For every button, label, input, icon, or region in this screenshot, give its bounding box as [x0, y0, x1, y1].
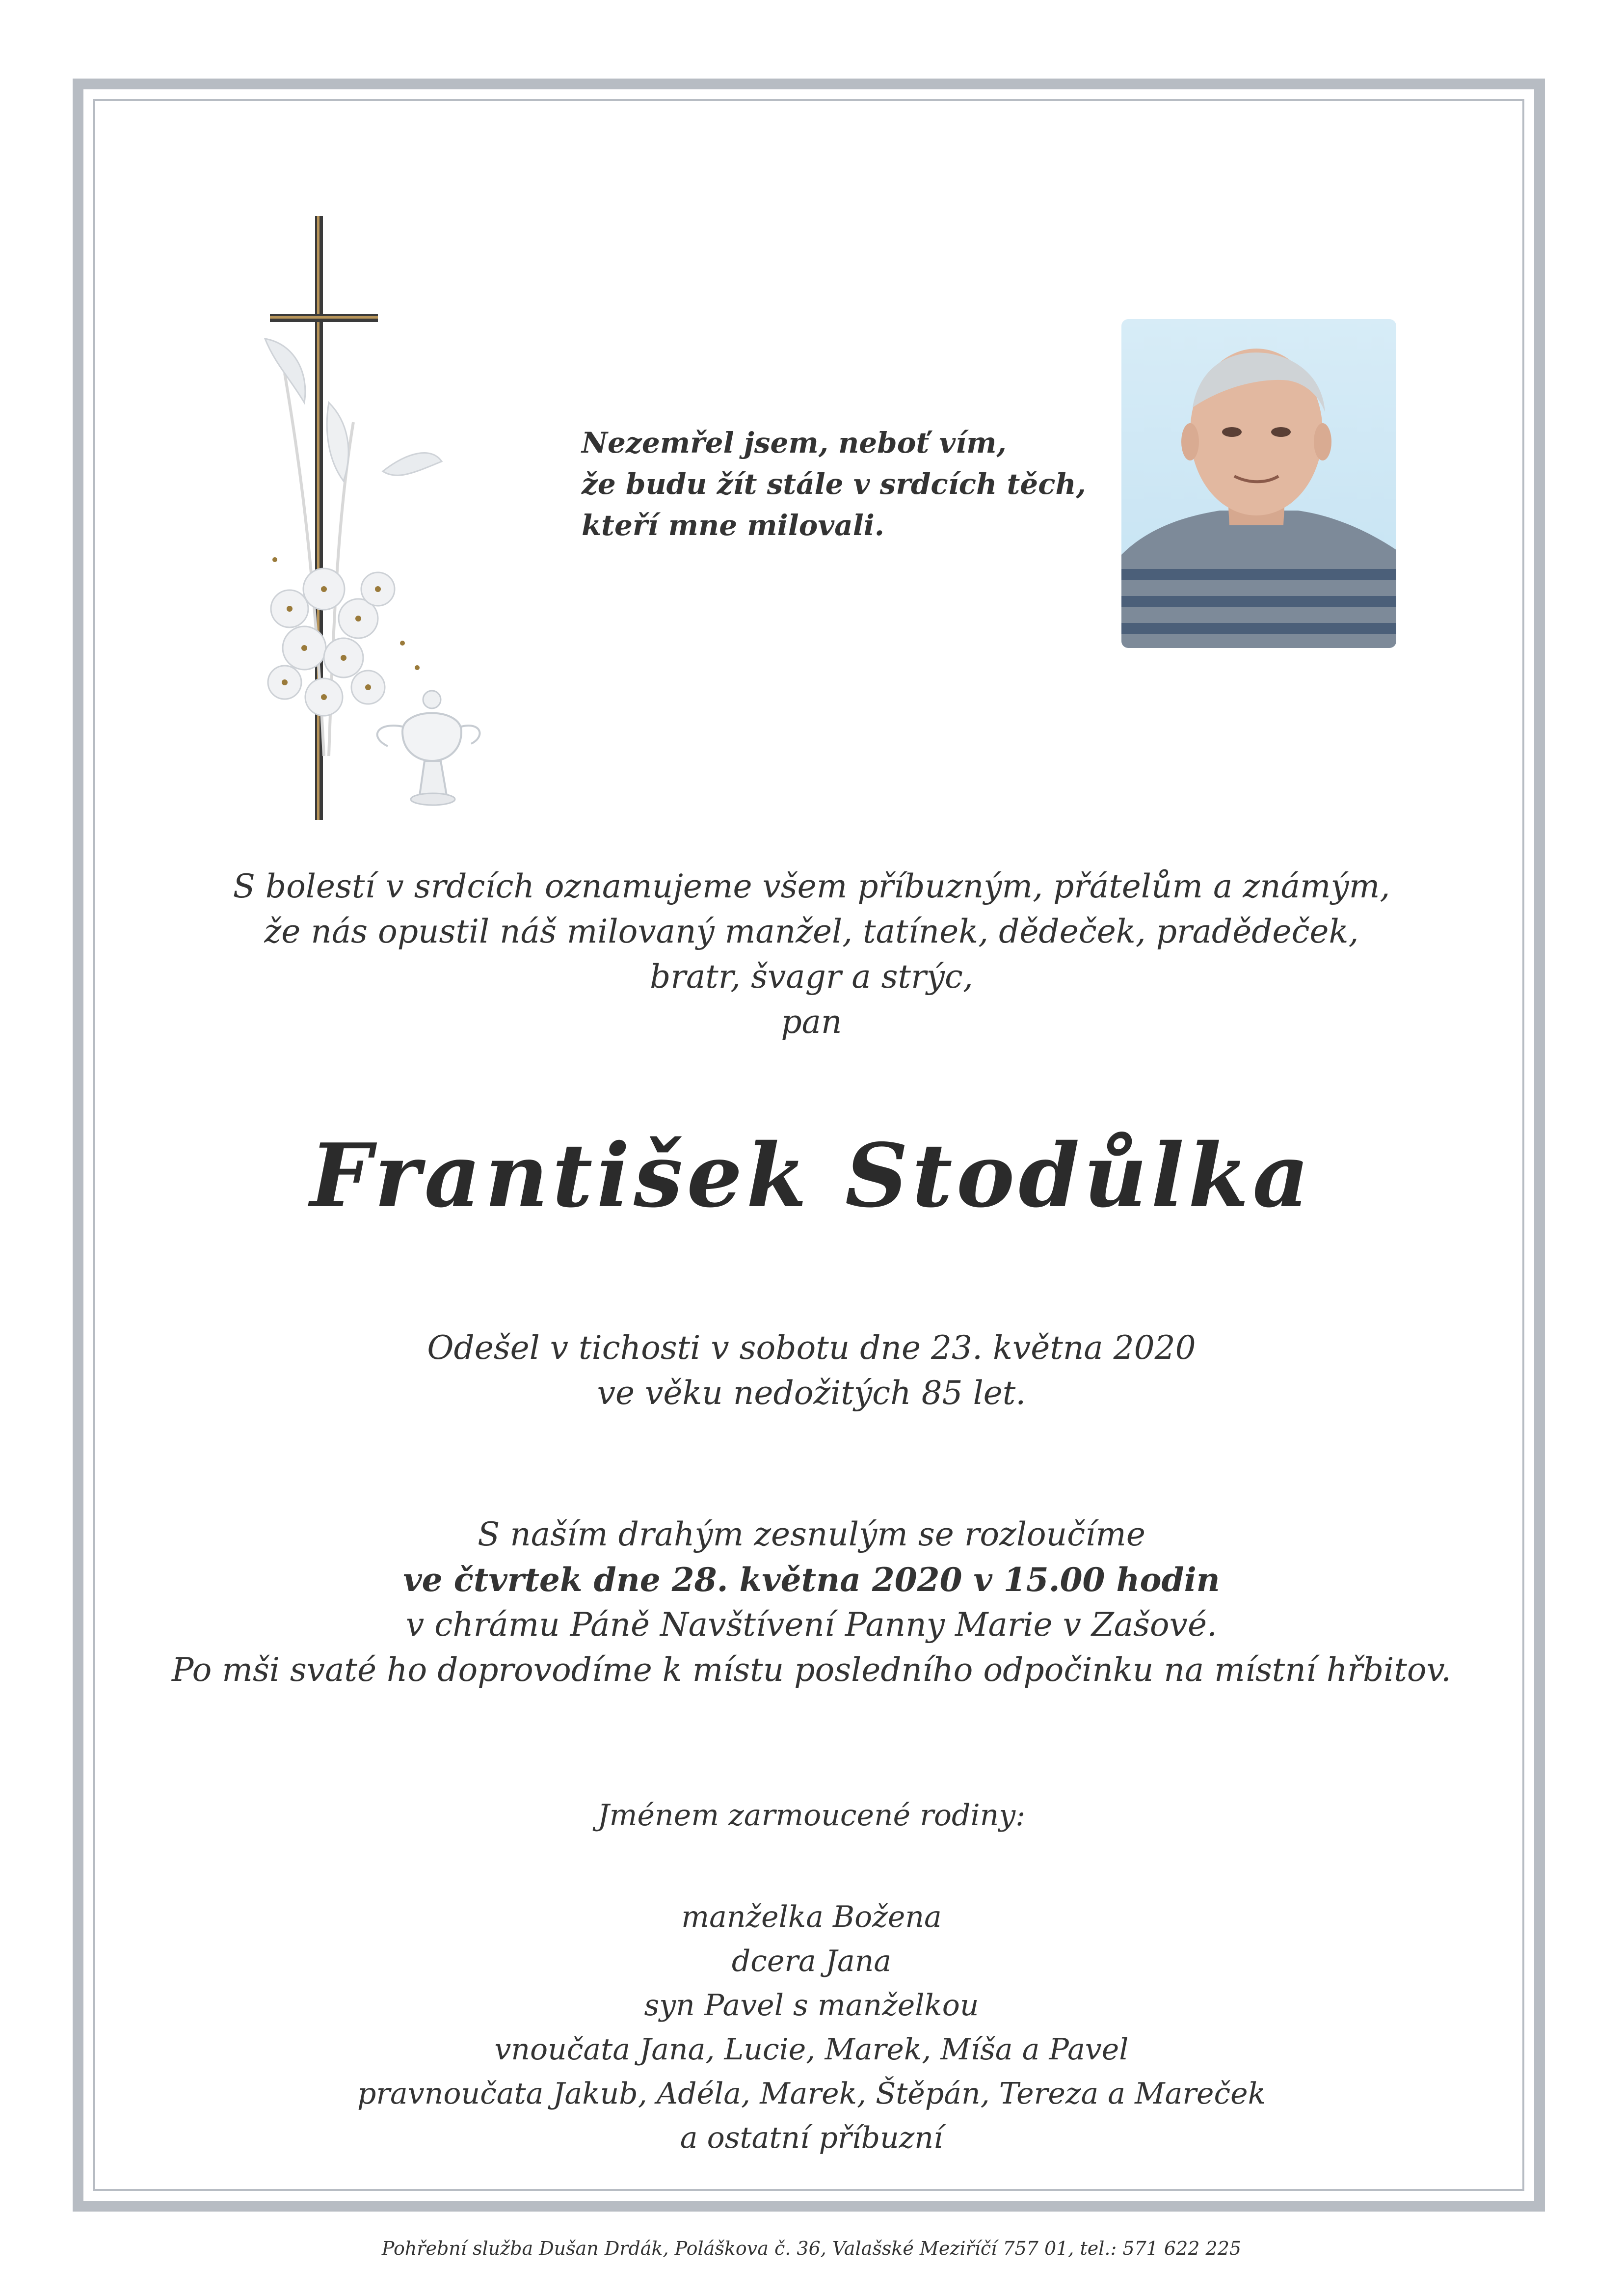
family-member: vnoučata Jana, Lucie, Marek, Míša a Pavel — [494, 2032, 1129, 2067]
motto-line: kteří mne milovali. — [582, 509, 884, 542]
funeral-date: ve čtvrtek dne 28. května 2020 v 15.00 hodin — [403, 1561, 1220, 1599]
signoff: Jménem zarmoucené rodiny: — [597, 1798, 1026, 1833]
funeral-line: Po mši svaté ho doprovodíme k místu posledního odpočinku na místní hřbitov. — [171, 1651, 1452, 1689]
deceased-name: František Stodůlka — [310, 1124, 1313, 1227]
cross-with-flowers-icon — [255, 216, 510, 830]
family-member: a ostatní příbuzní — [680, 2121, 943, 2155]
portrait-photo — [1121, 319, 1396, 648]
funeral-info — [98, 1512, 1525, 1693]
motto-quote — [582, 422, 1097, 546]
announcement — [98, 864, 1525, 1045]
death-line: Odešel v tichosti v sobotu dne 23. května 2020 — [427, 1329, 1196, 1367]
funeral-place: v chrámu Páně Navštívení Panny Marie v Zašové. — [406, 1606, 1217, 1644]
family-list — [98, 1895, 1525, 2160]
family-member: pravnoučata Jakub, Adéla, Marek, Štěpán, Tereza a Mareček — [357, 2077, 1266, 2111]
announcement-line: pan — [781, 1003, 842, 1041]
family-member: dcera Jana — [731, 1944, 892, 1978]
motto-line: že budu žít stále v srdcích těch, — [582, 467, 1086, 501]
death-info — [98, 1325, 1525, 1416]
announcement-line: S bolestí v srdcích oznamujeme všem příbuzným, přátelům a známým, — [233, 867, 1390, 905]
funeral-line: S naším drahým zesnulým se rozloučíme — [478, 1515, 1145, 1553]
funeral-service-footer: Pohřební služba Dušan Drdák, Poláškova č. 36, Valašské Meziříčí 757 01, tel.: 571 622 225 — [381, 2238, 1242, 2259]
motto-line: Nezemřel jsem, neboť vím, — [582, 426, 1007, 459]
family-member: manželka Božena — [681, 1900, 942, 1934]
announcement-line: bratr, švagr a strýc, — [650, 958, 973, 996]
death-line: ve věku nedožitých 85 let. — [597, 1374, 1026, 1412]
announcement-line: že nás opustil náš milovaný manžel, tatínek, dědeček, pradědeček, — [264, 913, 1359, 950]
family-member: syn Pavel s manželkou — [644, 1988, 979, 2023]
